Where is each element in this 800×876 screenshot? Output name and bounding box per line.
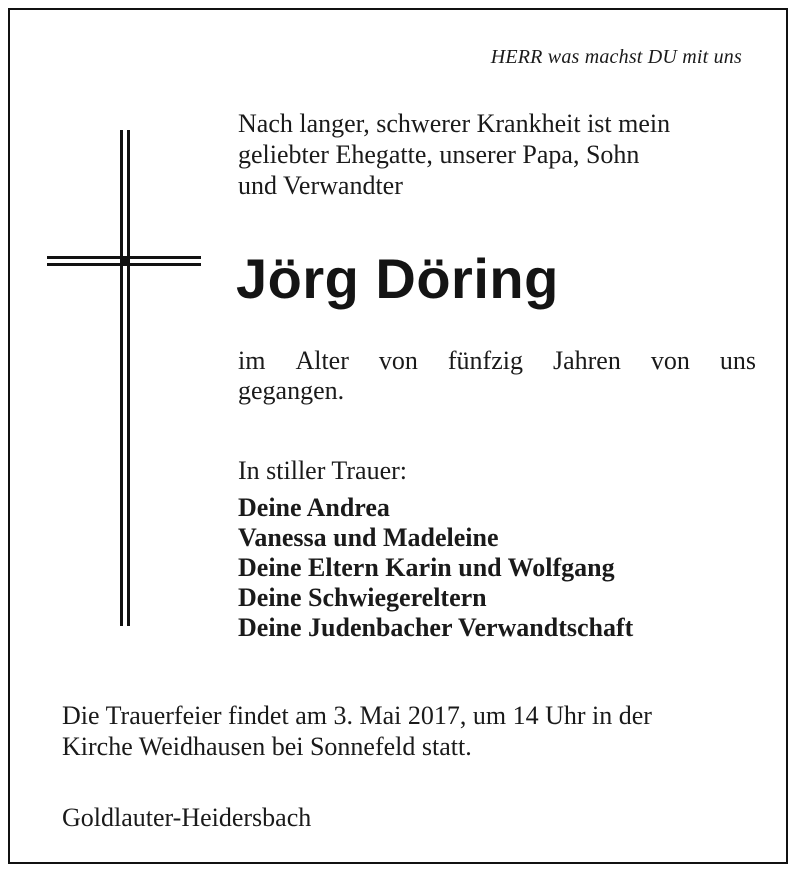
service-line: Kirche Weidhausen bei Sonnefeld statt.: [62, 732, 472, 761]
intro-line: und Verwandter: [238, 171, 403, 200]
deceased-name: Jörg Döring: [236, 247, 559, 310]
cross-icon: [47, 130, 201, 626]
service-line: Die Trauerfeier findet am 3. Mai 2017, um 14 Uhr in der: [62, 701, 652, 730]
age-text: [238, 346, 756, 406]
age-word: Alter: [295, 346, 349, 375]
mourner: Deine Judenbacher Verwandtschaft: [238, 613, 634, 642]
age-word: uns: [719, 346, 756, 375]
intro-text: [238, 108, 758, 201]
mourner: Deine Andrea: [238, 493, 390, 522]
age-word: im: [238, 346, 266, 375]
mourning-heading: In stiller Trauer:: [238, 456, 407, 485]
age-line-1: [238, 346, 756, 376]
intro-line: geliebter Ehegatte, unserer Papa, Sohn: [238, 140, 640, 169]
age-line-2: gegangen.: [238, 376, 345, 405]
mourners-list: [238, 493, 633, 643]
place-name: Goldlauter-Heidersbach: [62, 803, 312, 832]
age-word: von: [650, 346, 690, 375]
motto: HERR was machst DU mit uns: [490, 46, 742, 68]
mourner: Deine Schwiegereltern: [238, 583, 487, 612]
obituary-notice: [8, 8, 788, 864]
intro-line: Nach langer, schwerer Krankheit ist mein: [238, 109, 671, 138]
service-info: [62, 700, 758, 762]
age-word: fünfzig: [447, 346, 523, 375]
mourner: Deine Eltern Karin und Wolfgang: [238, 553, 615, 582]
age-word: von: [378, 346, 418, 375]
mourner: Vanessa und Madeleine: [238, 523, 499, 552]
age-word: Jahren: [552, 346, 621, 375]
